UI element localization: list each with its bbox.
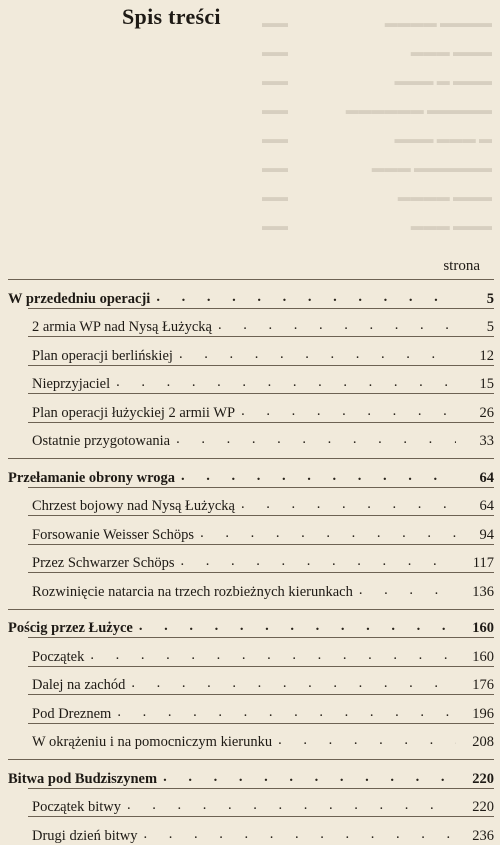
leader-dots [200, 524, 456, 542]
leader-dots [144, 825, 456, 843]
item-title: Chrzest bojowy nad Nysą Łużycką [32, 498, 235, 514]
page-title: Spis treści [122, 4, 221, 29]
page-number: 33 [479, 433, 494, 449]
leader-dots [179, 345, 456, 363]
page-column-header: strona [443, 258, 480, 274]
page-number: 94 [479, 526, 494, 543]
toc-item[interactable] [0, 366, 500, 394]
toc-item[interactable] [0, 423, 500, 451]
item-title: Pod Dreznem [32, 705, 112, 722]
leader-dots [90, 646, 456, 664]
toc-item[interactable] [0, 817, 500, 845]
item-title: Początek bitwy [32, 799, 121, 815]
page-number: 15 [479, 376, 494, 392]
section-title: Przełamanie obrony wroga [8, 469, 175, 486]
leader-dots [359, 581, 456, 599]
toc-item[interactable] [0, 488, 500, 516]
toc-item[interactable] [0, 724, 500, 752]
page-number: 220 [472, 770, 494, 787]
section-title: Pościg przez Łużyce [8, 620, 133, 636]
item-title: Plan operacji berlińskiej [32, 347, 173, 364]
page-number: 26 [479, 404, 494, 421]
page-number: 5 [486, 319, 494, 335]
toc-item[interactable] [0, 394, 500, 422]
item-title: Początek [32, 648, 85, 665]
toc-item[interactable] [0, 337, 500, 365]
leader-dots [163, 768, 456, 786]
toc-item[interactable] [0, 667, 500, 695]
table-of-contents [0, 279, 500, 845]
leader-dots [156, 288, 456, 306]
leader-dots [131, 674, 456, 692]
leader-dots [117, 703, 456, 721]
bleed-through-text: ▬▬▬▬ ▬▬▬▬ ▬▬ ▬▬▬ ▬▬▬ ▬▬ ▬▬▬ ▬ ▬▬▬ ▬▬ ▬▬▬▬▬ ▬▬▬▬▬▬ ▬▬ ▬ ▬▬▬ ▬▬▬ ▬▬ ▬▬▬▬▬▬ ▬▬▬ ▬▬ ▬▬▬ ▬▬▬▬ ▬▬ ▬▬▬ ▬▬▬ ▬▬ [262, 15, 492, 233]
item-title: Ostatnie przygotowania [32, 433, 171, 449]
leader-dots [241, 495, 456, 513]
item-title: Plan operacji łużyckiej 2 armii WP [32, 404, 236, 421]
toc-section[interactable] [0, 280, 500, 308]
toc-item[interactable] [0, 638, 500, 666]
item-title: W okrążeniu i na pomocniczym kierunku [32, 734, 273, 750]
item-title: Dalej na zachód [32, 677, 126, 693]
leader-dots [176, 430, 456, 448]
item-title: Rozwinięcie natarcia na trzech rozbieżnych kierunkach [32, 583, 353, 600]
leader-dots [139, 617, 456, 635]
section-title: W przededniu operacji [8, 290, 151, 307]
page-number: 64 [479, 469, 494, 486]
section-title: Bitwa pod Budziszynem [8, 770, 158, 787]
page-number: 160 [472, 620, 494, 636]
page-number: 117 [472, 555, 494, 571]
page-number: 176 [472, 677, 494, 693]
toc-item[interactable] [0, 309, 500, 337]
leader-dots [181, 552, 456, 570]
page-number: 12 [479, 347, 494, 364]
page-number: 196 [472, 705, 494, 722]
toc-section[interactable] [0, 459, 500, 487]
page-number: 64 [479, 498, 494, 514]
leader-dots [218, 316, 456, 334]
toc-item[interactable] [0, 545, 500, 573]
page-number: 160 [472, 648, 494, 665]
leader-dots [116, 373, 456, 391]
page-number: 5 [486, 290, 494, 307]
page-number: 236 [472, 827, 494, 844]
leader-dots [241, 402, 456, 420]
item-title: 2 armia WP nad Nysą Łużycką [32, 319, 212, 335]
toc-section[interactable] [0, 610, 500, 638]
toc-item[interactable] [0, 573, 500, 601]
item-title: Forsowanie Weisser Schöps [32, 526, 195, 543]
leader-dots [181, 467, 456, 485]
item-title: Drugi dzień bitwy [32, 827, 138, 844]
leader-dots [127, 796, 456, 814]
item-title: Nieprzyjaciel [32, 376, 111, 392]
toc-section[interactable] [0, 760, 500, 788]
toc-item[interactable] [0, 695, 500, 723]
page-number: 220 [472, 799, 494, 815]
page-number: 208 [472, 734, 494, 750]
item-title: Przez Schwarzer Schöps [32, 555, 175, 571]
toc-item[interactable] [0, 516, 500, 544]
toc-item[interactable] [0, 789, 500, 817]
leader-dots [278, 731, 456, 749]
page-number: 136 [472, 583, 494, 600]
